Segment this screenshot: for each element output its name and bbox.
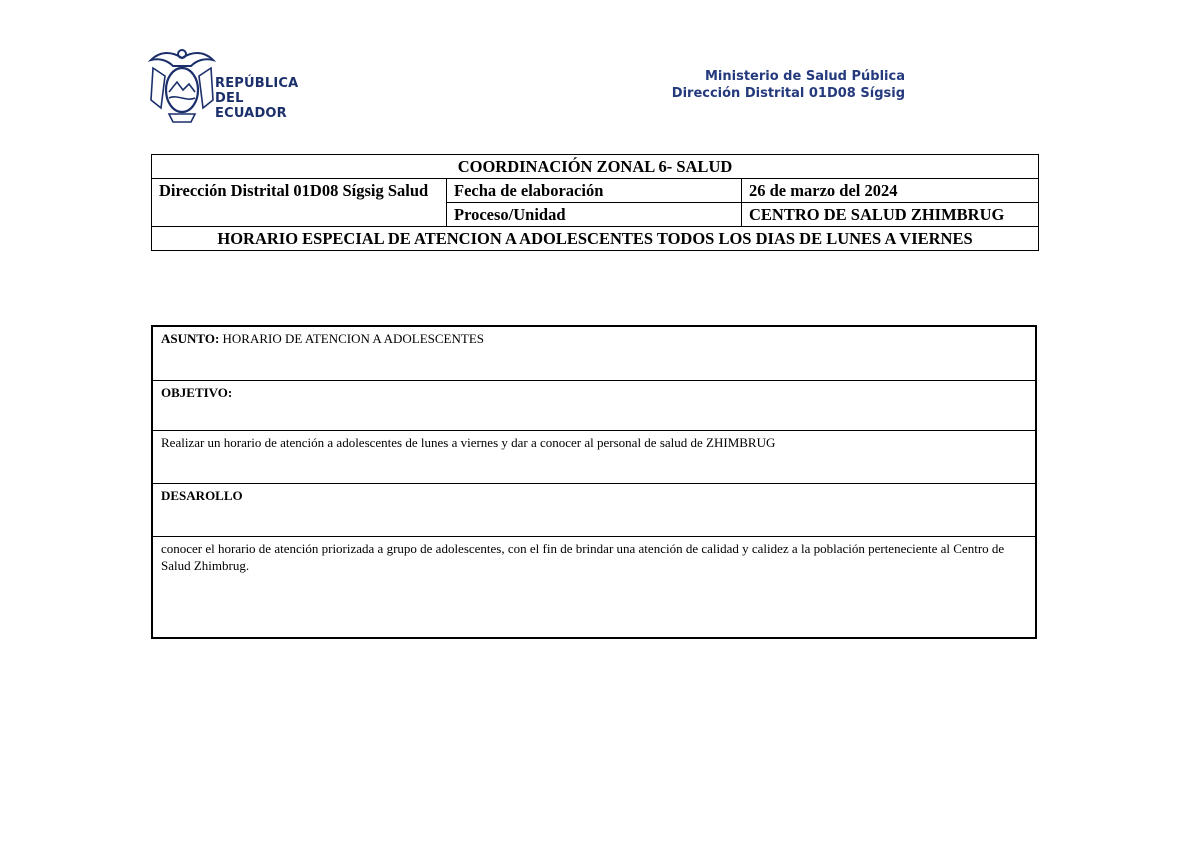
district-cell: Dirección Distrital 01D08 Sígsig Salud xyxy=(152,179,447,227)
asunto-row xyxy=(153,327,1035,380)
ministry-header xyxy=(672,68,905,102)
date-label: Fecha de elaboración xyxy=(447,179,742,203)
desarollo-label: DESAROLLO xyxy=(153,483,1035,536)
republica-logo xyxy=(147,46,317,128)
logo-line2: DEL ECUADOR xyxy=(215,91,287,121)
logo-line1: REPÚBLICA xyxy=(215,76,299,91)
objetivo-text: Realizar un horario de atención a adolescentes de lunes a viernes y dar a conocer al personal de salud de ZHIMBRUG xyxy=(153,430,1035,483)
unit-label: Proceso/Unidad xyxy=(447,203,742,227)
republica-logo-text xyxy=(215,76,317,121)
directorate-name: Dirección Distrital 01D08 Sígsig xyxy=(671,86,905,101)
coordination-table xyxy=(151,154,1039,251)
details-table xyxy=(151,325,1037,639)
asunto-label: ASUNTO: xyxy=(161,331,220,346)
asunto-value: HORARIO DE ATENCION A ADOLESCENTES xyxy=(219,331,484,346)
date-value: 26 de marzo del 2024 xyxy=(742,179,1039,203)
desarollo-text: conocer el horario de atención priorizada a grupo de adolescentes, con el fin de brindar una atención de calidad y calidez a la población perteneciente al Centro de Salud Zhimbrug. xyxy=(153,536,1035,637)
objetivo-label: OBJETIVO: xyxy=(153,380,1035,430)
ecuador-coat-of-arms-icon xyxy=(147,46,217,128)
ministry-name: Ministerio de Salud Pública xyxy=(704,69,905,84)
unit-value: CENTRO DE SALUD ZHIMBRUG xyxy=(742,203,1039,227)
coordination-title: COORDINACIÓN ZONAL 6- SALUD xyxy=(152,155,1039,179)
schedule-banner: HORARIO ESPECIAL DE ATENCION A ADOLESCENTES TODOS LOS DIAS DE LUNES A VIERNES xyxy=(152,227,1039,251)
